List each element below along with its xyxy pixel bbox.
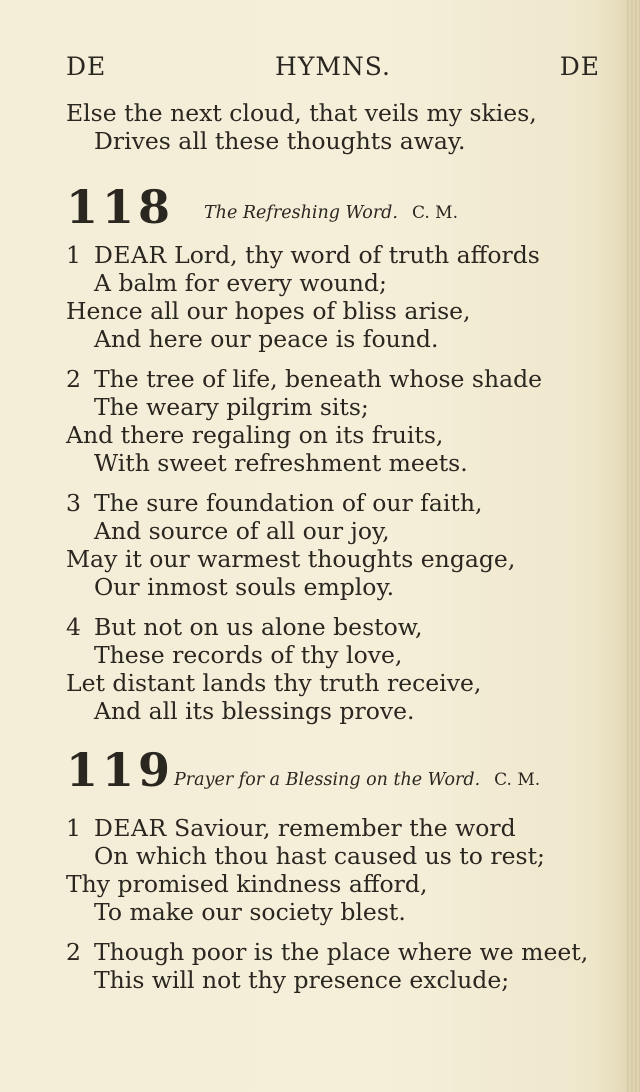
hymn-title-118: [204, 201, 458, 225]
verse-line: Thy promised kindness afford,: [66, 870, 428, 898]
verse-number: 3: [66, 489, 81, 517]
verse-first-rest: tree of life, beneath whose shade: [138, 365, 543, 393]
verse-first-line: [66, 489, 482, 517]
verse-number: 1: [66, 814, 81, 842]
continuation-line-2: Drives all these thoughts away.: [94, 127, 466, 155]
header-title: HYMNS.: [275, 52, 391, 81]
running-header: [66, 52, 600, 86]
verse-first-word: The: [94, 489, 139, 517]
verse-first-rest: not on us alone bestow,: [135, 613, 423, 641]
hymn-title-text: The Refreshing Word.: [204, 203, 398, 223]
verse-number: 2: [66, 365, 81, 393]
hymn-meter: C. M.: [494, 770, 541, 790]
header-right: DE: [559, 52, 600, 81]
verse-number: 2: [66, 938, 81, 966]
verse-line: The weary pilgrim sits;: [94, 393, 369, 421]
verse-line: And there regaling on its fruits,: [66, 421, 444, 449]
page-edge: [626, 0, 640, 1092]
verse-first-rest: poor is the place where we meet,: [184, 938, 589, 966]
verse-first-rest: Saviour, remember the word: [166, 814, 516, 842]
verse-first-rest: sure foundation of our faith,: [138, 489, 483, 517]
verse-first-line: [66, 938, 588, 966]
verse-line: And source of all our joy,: [94, 517, 390, 545]
verse-first-word: But: [94, 613, 136, 641]
verse-first-line: [66, 241, 540, 269]
verse-line: And here our peace is found.: [94, 325, 439, 353]
verse-first-line: [66, 365, 542, 393]
verse-number: 4: [66, 613, 81, 641]
header-left: DE: [66, 52, 107, 81]
hymn-number-119: 119: [66, 743, 175, 797]
verse-line: With sweet refreshment meets.: [94, 449, 468, 477]
verse-line: Let distant lands thy truth receive,: [66, 669, 482, 697]
verse-line: A balm for every wound;: [94, 269, 387, 297]
verse-first-word: DEAR: [94, 814, 167, 842]
verse-line: Hence all our hopes of bliss arise,: [66, 297, 471, 325]
verse-line: To make our society blest.: [94, 898, 406, 926]
verse-first-line: [66, 814, 516, 842]
verse-line: These records of thy love,: [94, 641, 403, 669]
verse-first-word: The: [94, 365, 139, 393]
continuation-line-1: Else the next cloud, that veils my skies,: [66, 99, 537, 127]
hymn-number-118: 118: [66, 180, 175, 234]
verse-first-word: DEAR: [94, 241, 167, 269]
verse-line: On which thou hast caused us to rest;: [94, 842, 545, 870]
verse-line: May it our warmest thoughts engage,: [66, 545, 516, 573]
verse-first-line: [66, 613, 423, 641]
verse-first-word: Though: [94, 938, 185, 966]
hymn-title-119: [174, 768, 540, 792]
verse-number: 1: [66, 241, 81, 269]
verse-line: This will not thy presence exclude;: [94, 966, 510, 994]
verse-first-rest: Lord, thy word of truth affords: [166, 241, 540, 269]
hymn-meter: C. M.: [411, 203, 458, 223]
verse-line: And all its blessings prove.: [94, 697, 415, 725]
verse-line: Our inmost souls employ.: [94, 573, 395, 601]
hymn-title-text: Prayer for a Blessing on the Word.: [174, 770, 481, 790]
